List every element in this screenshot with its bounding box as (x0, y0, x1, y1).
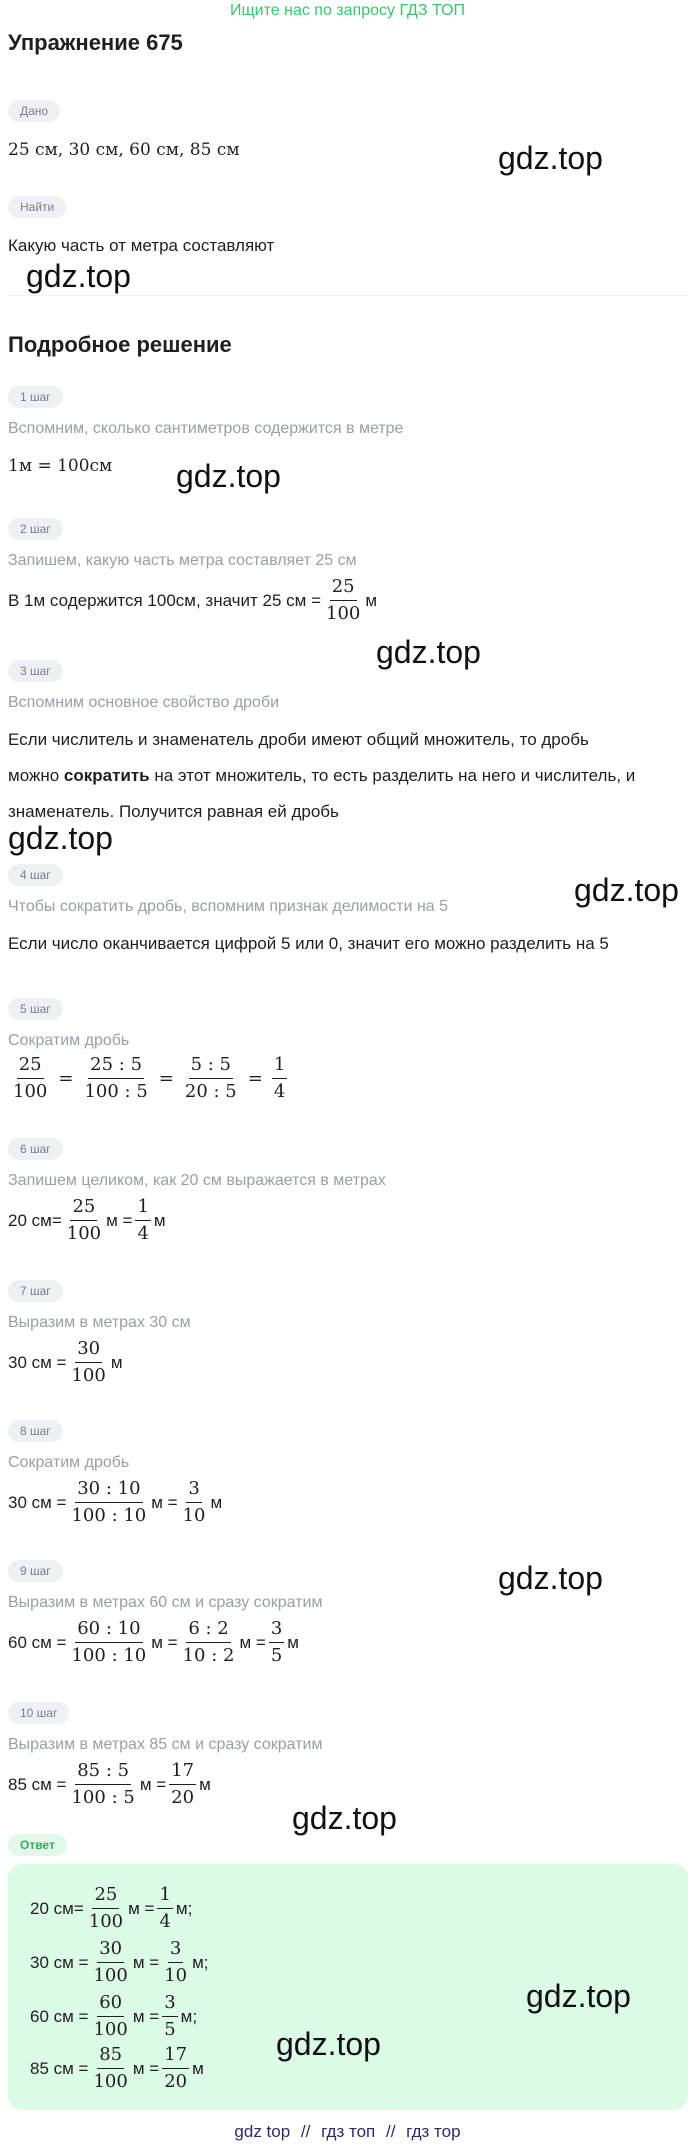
step-equation: 30 см = $\frac{30 : 10}{100 : 10}$ м = $\frac{3}{10}$ м (8, 1478, 223, 1526)
watermark: gdz.top (498, 1560, 603, 1596)
watermark: gdz.top (526, 1978, 631, 2014)
step-hint: Сократим дробь (8, 1454, 130, 1471)
step-hint: Запишем, какую часть метра составляет 25 см (8, 552, 357, 569)
step-hint: Запишем целиком, как 20 см выражается в метрах (8, 1172, 386, 1189)
section-title: Подробное решение (8, 332, 232, 357)
divider (8, 295, 688, 296)
step-equation: 20 см= $\frac{25}{100}$ м = $\frac{1}{4}$ м (8, 1196, 166, 1244)
step-hint: Вспомним, сколько сантиметров содержится в метре (8, 420, 404, 437)
answer-equation: 85 см = $\frac{85}{100}$ м = $\frac{17}{20}$ м (30, 2044, 204, 2092)
find-pill: Найти (8, 196, 66, 218)
step-hint: Чтобы сократить дробь, вспомним признак делимости на 5 (8, 898, 449, 915)
footer-separator: // (385, 2122, 396, 2141)
step-pill: 7 шаг (8, 1280, 63, 1302)
step-pill: 9 шаг (8, 1560, 63, 1582)
watermark: gdz.top (26, 258, 131, 294)
step-paragraph: знаменатель. Получится равная ей дробь (8, 802, 339, 821)
step-paragraph: можно сократить на этот множитель, то есть разделить на него и числитель, и (8, 766, 636, 785)
footer-link[interactable]: гдз топ (321, 2122, 376, 2141)
watermark: gdz.top (574, 872, 679, 908)
step-equation: 60 см = $\frac{60 : 10}{100 : 10}$ м = $\frac{6 : 2}{10 : 2}$ м = $\frac{3}{5}$ м (8, 1618, 299, 1666)
footer-separator: // (300, 2122, 311, 2141)
step-equation: В 1м содержится 100см, значит 25 см = $\frac{25}{100}$ м (8, 576, 378, 624)
answer-equation: 60 см = $\frac{60}{100}$ м = $\frac{3}{5}$ м; (30, 1992, 198, 2040)
step-pill: 8 шаг (8, 1420, 63, 1442)
watermark: gdz.top (292, 1800, 397, 1836)
step-hint: Сократим дробь (8, 1032, 130, 1049)
step-pill: 1 шаг (8, 386, 63, 408)
step-hint: Выразим в метрах 60 см и сразу сократим (8, 1594, 323, 1611)
answer-equation: 30 см = $\frac{30}{100}$ м = $\frac{3}{10}$ м; (30, 1938, 209, 1986)
watermark: gdz.top (376, 634, 481, 670)
page-title: Упражнение 675 (8, 30, 183, 55)
watermark: gdz.top (176, 458, 281, 494)
step-equation: 30 см = $\frac{30}{100}$ м (8, 1338, 123, 1386)
step-hint: Вспомним основное свойство дроби (8, 694, 280, 711)
footer-link[interactable]: гдз тор (406, 2122, 461, 2141)
footer-links (0, 2122, 695, 2142)
find-text: Какую часть от метра составляют (8, 236, 275, 255)
step-pill: 4 шаг (8, 864, 63, 886)
watermark: gdz.top (498, 140, 603, 176)
answer-pill: Ответ (8, 1834, 67, 1856)
step-hint: Выразим в метрах 30 см (8, 1314, 191, 1331)
watermark: gdz.top (276, 2026, 381, 2062)
answer-equation: 20 см= $\frac{25}{100}$ м = $\frac{1}{4}$ м; (30, 1884, 193, 1932)
step-equation: $\frac{25}{100}$ = $\frac{25 : 5}{100 : 5}$ = $\frac{5 : 5}{20 : 5}$ = $\frac{1}{4}$ (13, 1054, 286, 1102)
step-line: 1м = 100см (8, 456, 113, 476)
given-text: 25 см, 30 см, 60 см, 85 см (8, 140, 240, 160)
step-pill: 6 шаг (8, 1138, 63, 1160)
step-pill: 10 шаг (8, 1702, 69, 1724)
top-banner-link[interactable]: Ищите нас по запросу ГДЗ ТОП (230, 2, 465, 19)
step-pill: 3 шаг (8, 660, 63, 682)
step-equation: 85 см = $\frac{85 : 5}{100 : 5}$ м = $\frac{17}{20}$ м (8, 1760, 211, 1808)
step-pill: 5 шаг (8, 998, 63, 1020)
step-pill: 2 шаг (8, 518, 63, 540)
step-line: Если число оканчивается цифрой 5 или 0, значит его можно разделить на 5 (8, 934, 609, 953)
step-paragraph: Если числитель и знаменатель дроби имеют общий множитель, то дробь (8, 730, 589, 749)
watermark: gdz.top (8, 820, 113, 856)
given-pill: Дано (8, 100, 60, 122)
step-hint: Выразим в метрах 85 см и сразу сократим (8, 1736, 323, 1753)
footer-link[interactable]: gdz top (234, 2122, 291, 2141)
